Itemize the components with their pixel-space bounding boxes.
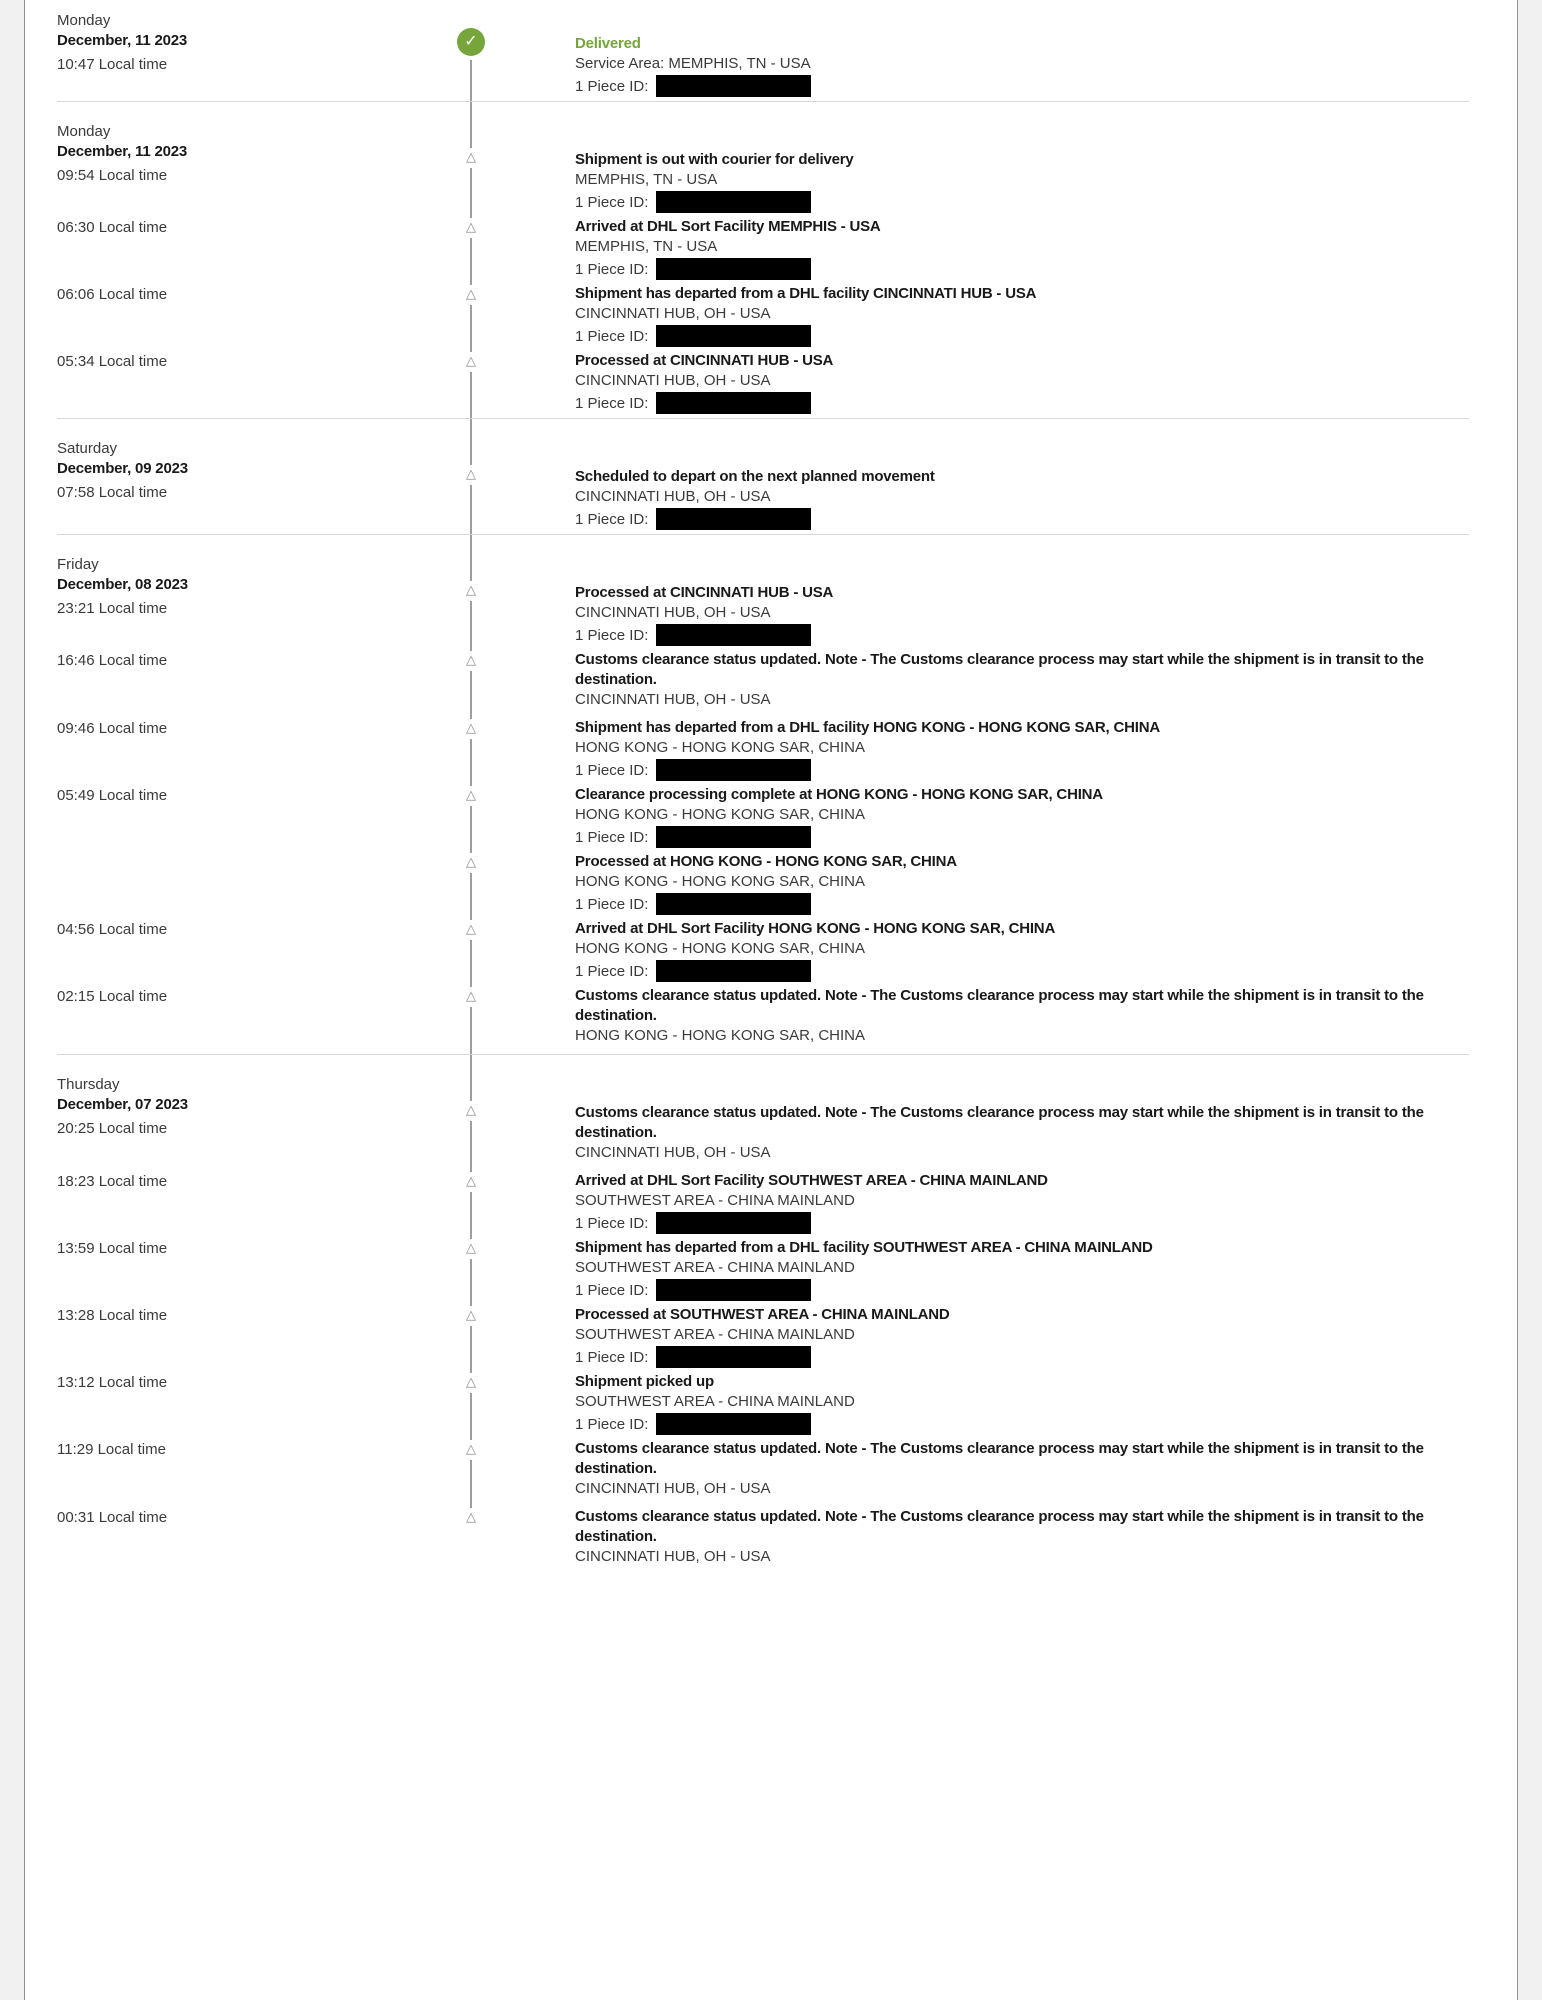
event-triangle-marker-icon: △ [466,719,476,739]
timeline-track [462,1372,480,1439]
event-details [480,919,1469,986]
day-group [57,534,1469,1054]
piece-id-redaction [656,759,811,781]
timeline-event-row [57,102,1469,217]
event-time-column [57,419,462,534]
piece-id-redaction [656,258,811,280]
event-location: SOUTHWEST AREA - CHINA MAINLAND [575,1326,855,1343]
event-time-column [57,1507,462,1575]
piece-id-label: 1 Piece ID: [575,829,653,846]
piece-id-label: 1 Piece ID: [575,762,653,779]
event-title: Customs clearance status updated. Note - The Customs clearance process may start while the shipment is in transit to the destination. [575,987,1424,1024]
piece-id-redaction [656,1212,811,1234]
piece-id-redaction [656,325,811,347]
timeline-track [462,1439,480,1507]
event-location: HONG KONG - HONG KONG SAR, CHINA [575,806,866,823]
piece-id-label: 1 Piece ID: [575,963,653,980]
event-title: Arrived at DHL Sort Facility HONG KONG - HONG KONG SAR, CHINA [575,920,1056,937]
event-triangle-marker-icon: △ [466,465,476,485]
timeline-event-row [57,986,1469,1054]
piece-id-label: 1 Piece ID: [575,511,653,528]
event-details [480,1372,1469,1439]
timeline-track [462,535,480,650]
event-location: CINCINNATI HUB, OH - USA [575,691,771,708]
timeline-event-row [57,650,1469,718]
event-location: CINCINNATI HUB, OH - USA [575,1480,771,1497]
piece-id-redaction [656,75,811,97]
piece-id-row [575,1346,1469,1370]
event-triangle-marker-icon: △ [466,1306,476,1326]
event-time-column [57,919,462,986]
event-details [480,650,1469,718]
event-time: 11:29 Local time [57,1441,166,1458]
event-title: Processed at CINCINNATI HUB - USA [575,352,834,369]
event-title: Customs clearance status updated. Note - The Customs clearance process may start while the shipment is in transit to the destination. [575,651,1424,688]
day-name: Thursday [57,1076,120,1093]
timeline-event-row [57,1507,1469,1575]
event-time-column [57,852,462,919]
piece-id-label: 1 Piece ID: [575,194,653,211]
event-location: SOUTHWEST AREA - CHINA MAINLAND [575,1259,855,1276]
timeline-event-row [57,1372,1469,1439]
timeline-event-row [57,852,1469,919]
piece-id-row [575,392,1469,416]
timeline-event-row [57,1055,1469,1171]
timeline-track [462,284,480,351]
event-time-column [57,0,462,101]
day-group [57,101,1469,418]
event-details [480,785,1469,852]
event-location: MEMPHIS, TN - USA [575,171,718,188]
event-details [480,1238,1469,1305]
event-location: CINCINNATI HUB, OH - USA [575,1144,771,1161]
piece-id-redaction [656,1279,811,1301]
day-name: Monday [57,123,111,140]
event-time-column [57,217,462,284]
event-title: Clearance processing complete at HONG KONG - HONG KONG SAR, CHINA [575,786,1103,803]
day-group [57,418,1469,534]
event-time: 20:25 Local time [57,1120,168,1137]
event-triangle-marker-icon: △ [466,352,476,372]
piece-id-label: 1 Piece ID: [575,1282,653,1299]
piece-id-row [575,508,1469,532]
day-name: Saturday [57,440,118,457]
piece-id-label: 1 Piece ID: [575,78,653,95]
event-location: SOUTHWEST AREA - CHINA MAINLAND [575,1393,855,1410]
event-triangle-marker-icon: △ [466,1440,476,1460]
timeline-event-row [57,1238,1469,1305]
event-title: Shipment has departed from a DHL facility HONG KONG - HONG KONG SAR, CHINA [575,719,1160,736]
event-time-column [57,284,462,351]
piece-id-label: 1 Piece ID: [575,1215,653,1232]
event-time-column [57,102,462,217]
event-time: 05:34 Local time [57,353,168,370]
event-triangle-marker-icon: △ [466,651,476,671]
event-details [480,986,1469,1054]
event-time: 09:46 Local time [57,720,168,737]
piece-id-row [575,258,1469,282]
event-time-column [57,1439,462,1507]
timeline-track [462,351,480,418]
piece-id-row [575,1279,1469,1303]
piece-id-redaction [656,1413,811,1435]
event-triangle-marker-icon: △ [466,1373,476,1393]
timeline-track [462,217,480,284]
timeline-line [470,60,472,101]
event-time: 13:28 Local time [57,1307,168,1324]
piece-id-redaction [656,392,811,414]
event-location: CINCINNATI HUB, OH - USA [575,604,771,621]
day-date: December, 07 2023 [57,1096,188,1113]
event-location: Service Area: MEMPHIS, TN - USA [575,55,811,72]
event-triangle-marker-icon: △ [466,1239,476,1259]
timeline-track [462,919,480,986]
event-time: 09:54 Local time [57,167,168,184]
event-time: 06:30 Local time [57,219,168,236]
event-title: Customs clearance status updated. Note - The Customs clearance process may start while the shipment is in transit to the destination. [575,1440,1424,1477]
event-triangle-marker-icon: △ [466,1508,476,1528]
event-title: Shipment picked up [575,1373,714,1390]
event-title: Processed at CINCINNATI HUB - USA [575,584,834,601]
event-time: 23:21 Local time [57,600,168,617]
day-header [57,122,462,162]
piece-id-row [575,759,1469,783]
event-location: HONG KONG - HONG KONG SAR, CHINA [575,940,866,957]
event-location: HONG KONG - HONG KONG SAR, CHINA [575,1027,866,1044]
event-time: 10:47 Local time [57,56,168,73]
timeline-track [462,650,480,718]
piece-id-row [575,325,1469,349]
event-time-column [57,1238,462,1305]
event-details [480,1055,1469,1171]
event-time: 13:59 Local time [57,1240,168,1257]
event-triangle-marker-icon: △ [466,218,476,238]
piece-id-row [575,75,1469,99]
event-details [480,102,1469,217]
event-title: Customs clearance status updated. Note - The Customs clearance process may start while the shipment is in transit to the destination. [575,1104,1424,1141]
piece-id-redaction [656,508,811,530]
piece-id-redaction [656,893,811,915]
event-time-column [57,1171,462,1238]
day-group [57,1054,1469,1575]
event-title: Scheduled to depart on the next planned movement [575,468,935,485]
day-name: Friday [57,556,99,573]
event-title: Arrived at DHL Sort Facility SOUTHWEST AREA - CHINA MAINLAND [575,1172,1048,1189]
timeline-event-row [57,718,1469,785]
day-group [57,0,1469,101]
event-title: Arrived at DHL Sort Facility MEMPHIS - USA [575,218,881,235]
piece-id-label: 1 Piece ID: [575,328,653,345]
piece-id-redaction [656,624,811,646]
event-details [480,217,1469,284]
event-details [480,718,1469,785]
event-title: Delivered [575,35,641,52]
event-triangle-marker-icon: △ [466,786,476,806]
timeline-track [462,1305,480,1372]
event-location: HONG KONG - HONG KONG SAR, CHINA [575,873,866,890]
piece-id-redaction [656,826,811,848]
piece-id-row [575,624,1469,648]
event-location: MEMPHIS, TN - USA [575,238,718,255]
event-time: 16:46 Local time [57,652,168,669]
day-header [57,439,462,479]
piece-id-label: 1 Piece ID: [575,1349,653,1366]
event-time-column [57,718,462,785]
timeline-track [462,718,480,785]
event-time: 04:56 Local time [57,921,168,938]
piece-id-row [575,960,1469,984]
event-time: 05:49 Local time [57,787,168,804]
timeline-track [462,1238,480,1305]
event-details [480,852,1469,919]
piece-id-row [575,1212,1469,1236]
event-location: CINCINNATI HUB, OH - USA [575,488,771,505]
event-time: 00:31 Local time [57,1509,168,1526]
page-right-margin [1517,0,1542,2000]
day-header [57,1075,462,1115]
event-details [480,535,1469,650]
timeline-event-row [57,351,1469,418]
event-triangle-marker-icon: △ [466,920,476,940]
timeline-track [462,986,480,1054]
timeline-track [462,1055,480,1171]
day-header [57,11,462,51]
day-name: Monday [57,12,111,29]
piece-id-row [575,893,1469,917]
event-details [480,1171,1469,1238]
timeline-event-row [57,1439,1469,1507]
event-details [480,351,1469,418]
timeline-track [462,1507,480,1575]
timeline-event-row [57,0,1469,101]
event-time-column [57,351,462,418]
timeline-track [462,102,480,217]
event-title: Processed at HONG KONG - HONG KONG SAR, CHINA [575,853,957,870]
event-location: CINCINNATI HUB, OH - USA [575,372,771,389]
event-triangle-marker-icon: △ [466,581,476,601]
event-location: CINCINNATI HUB, OH - USA [575,305,771,322]
day-date: December, 11 2023 [57,32,188,49]
piece-id-label: 1 Piece ID: [575,1416,653,1433]
event-triangle-marker-icon: △ [466,148,476,168]
event-time-column [57,785,462,852]
timeline-track [462,419,480,534]
event-title: Shipment has departed from a DHL facility CINCINNATI HUB - USA [575,285,1037,302]
event-details [480,1507,1469,1575]
event-details [480,1305,1469,1372]
event-location: CINCINNATI HUB, OH - USA [575,1548,771,1565]
timeline-event-row [57,217,1469,284]
timeline-track [462,785,480,852]
timeline-event-row [57,1171,1469,1238]
event-time: 06:06 Local time [57,286,168,303]
piece-id-redaction [656,960,811,982]
event-title: Shipment has departed from a DHL facility SOUTHWEST AREA - CHINA MAINLAND [575,1239,1153,1256]
timeline-event-row [57,284,1469,351]
event-location: HONG KONG - HONG KONG SAR, CHINA [575,739,866,756]
event-triangle-marker-icon: △ [466,1101,476,1121]
event-location: SOUTHWEST AREA - CHINA MAINLAND [575,1192,855,1209]
day-date: December, 09 2023 [57,460,188,477]
delivered-check-icon: ✓ [457,28,485,56]
piece-id-label: 1 Piece ID: [575,896,653,913]
event-time-column [57,650,462,718]
event-title: Customs clearance status updated. Note - The Customs clearance process may start while the shipment is in transit to the destination. [575,1508,1424,1545]
event-time: 07:58 Local time [57,484,168,501]
event-time: 18:23 Local time [57,1173,168,1190]
event-triangle-marker-icon: △ [466,853,476,873]
piece-id-label: 1 Piece ID: [575,627,653,644]
event-triangle-marker-icon: △ [466,987,476,1007]
event-details [480,419,1469,534]
piece-id-row [575,191,1469,215]
timeline-track [462,1171,480,1238]
event-time: 13:12 Local time [57,1374,168,1391]
event-title: Shipment is out with courier for delivery [575,151,854,168]
page-left-margin [0,0,25,2000]
timeline-event-row [57,419,1469,534]
event-time-column [57,535,462,650]
day-header [57,555,462,595]
timeline-event-row [57,1305,1469,1372]
event-time-column [57,1055,462,1171]
piece-id-row [575,826,1469,850]
event-triangle-marker-icon: △ [466,285,476,305]
event-triangle-marker-icon: △ [466,1172,476,1192]
event-details [480,284,1469,351]
event-title: Processed at SOUTHWEST AREA - CHINA MAINLAND [575,1306,950,1323]
timeline-event-row [57,535,1469,650]
shipment-tracking-timeline [26,0,1516,2000]
event-time: 02:15 Local time [57,988,168,1005]
piece-id-label: 1 Piece ID: [575,261,653,278]
piece-id-redaction [656,1346,811,1368]
event-time-column [57,986,462,1054]
day-date: December, 08 2023 [57,576,188,593]
piece-id-label: 1 Piece ID: [575,395,653,412]
event-time-column [57,1305,462,1372]
piece-id-redaction [656,191,811,213]
event-details [480,0,1469,101]
piece-id-row [575,1413,1469,1437]
day-date: December, 11 2023 [57,143,188,160]
timeline-event-row [57,785,1469,852]
timeline-track [462,0,480,101]
event-time-column [57,1372,462,1439]
timeline-event-row [57,919,1469,986]
timeline-track [462,852,480,919]
event-details [480,1439,1469,1507]
